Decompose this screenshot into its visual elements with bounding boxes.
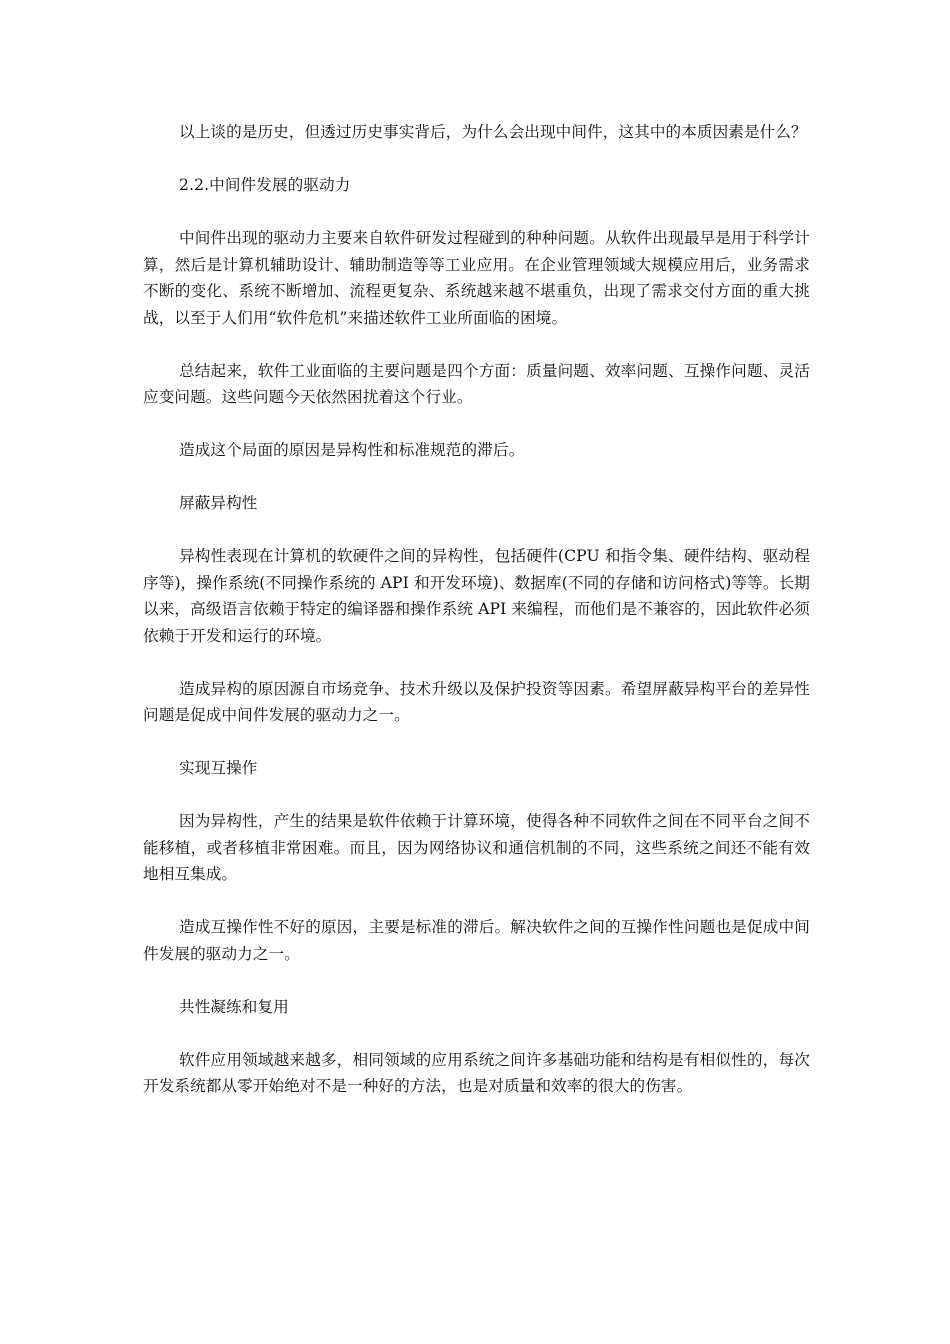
document-body (143, 119, 810, 1126)
paragraph-interoperability-cause: 造成互操作性不好的原因，主要是标准的滞后。解决软件之间的互操作性问题也是促成中间件发展的驱动力之一。 (143, 918, 810, 963)
paragraph-interoperability: 因为异构性，产生的结果是软件依赖于计算环境，使得各种不同软件之间在不同平台之间不能移植，或者移植非常困难。而且，因为网络协议和通信机制的不同，这些系统之间还不能有效地相互集成。 (143, 812, 810, 883)
subheading-shield-heterogeneity: 屏蔽异构性 (179, 494, 258, 512)
paragraph-heterogeneity-cause: 造成异构的原因源自市场竞争、技术升级以及保护投资等因素。希望屏蔽异构平台的差异性问题是促成中间件发展的驱动力之一。 (143, 679, 810, 724)
paragraph-heterogeneity: 异构性表现在计算机的软硬件之间的异构性，包括硬件(CPU 和指令集、硬件结构、驱动程序等)，操作系统(不同操作系统的 API 和开发环境)、数据库(不同的存储和访问格式)等等。长期以来，高级语言依赖于特定的编译器和操作系统 API 来编程，而他们是不兼容的，因此软件必须依赖于开发和运行的环境。 (143, 547, 810, 645)
paragraph-cause: 造成这个局面的原因是异构性和标准规范的滞后。 (179, 441, 525, 459)
subheading-interoperability: 实现互操作 (179, 759, 258, 777)
subheading-commonality-reuse: 共性凝练和复用 (179, 997, 289, 1016)
section-heading-2-2: 2.2.中间件发展的驱动力 (179, 176, 351, 194)
paragraph-driving-force: 中间件出现的驱动力主要来自软件研发过程碰到的种种问题。从软件出现最早是用于科学计算，然后是计算机辅助设计、辅助制造等等工业应用。在企业管理领域大规模应用后，业务需求不断的变化、系统不断增加、流程更复杂、系统越来越不堪重负，出现了需求交付方面的重大挑战，以至于人们用“软件危机”来描述软件工业所面临的困境。 (143, 229, 810, 327)
paragraph-commonality-reuse: 软件应用领域越来越多，相同领域的应用系统之间许多基础功能和结构是有相似性的，每次开发系统都从零开始绝对不是一种好的方法，也是对质量和效率的很大的伤害。 (143, 1050, 810, 1095)
paragraph-intro-question: 以上谈的是历史，但透过历史事实背后，为什么会出现中间件，这其中的本质因素是什么？ (179, 123, 807, 141)
paragraph-four-problems: 总结起来，软件工业面临的主要问题是四个方面：质量问题、效率问题、互操作问题、灵活应变问题。这些问题今天依然困扰着这个行业。 (143, 361, 810, 406)
